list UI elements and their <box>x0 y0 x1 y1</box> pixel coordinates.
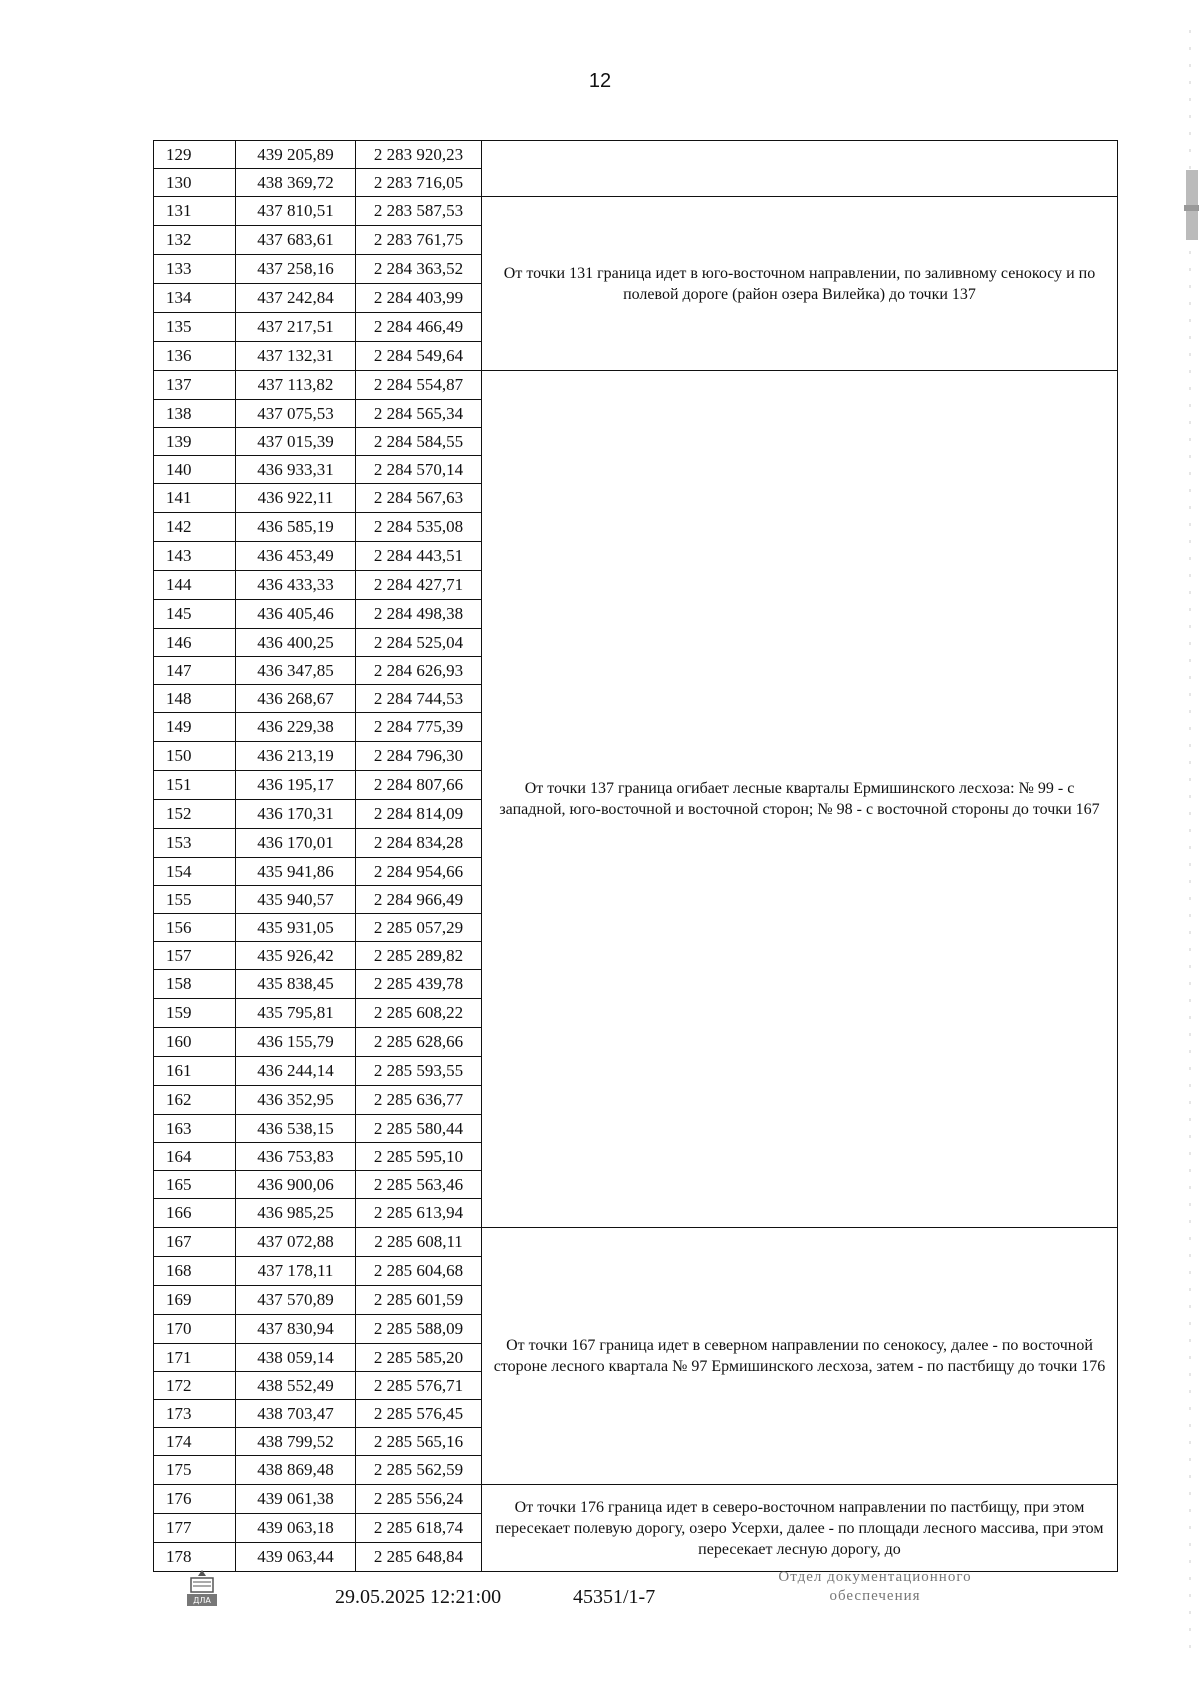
y-coordinate-cell: 2 284 570,14 <box>356 456 482 484</box>
x-coordinate-cell: 435 795,81 <box>236 999 356 1028</box>
y-coordinate-cell: 2 284 796,30 <box>356 742 482 771</box>
point-number-cell: 129 <box>154 141 236 169</box>
x-coordinate-cell: 436 244,14 <box>236 1057 356 1086</box>
x-coordinate-cell: 436 170,01 <box>236 829 356 858</box>
point-number-cell: 172 <box>154 1372 236 1400</box>
point-number-cell: 143 <box>154 542 236 571</box>
x-coordinate-cell: 435 931,05 <box>236 914 356 942</box>
y-coordinate-cell: 2 284 954,66 <box>356 858 482 886</box>
point-number-cell: 160 <box>154 1028 236 1057</box>
point-number-cell: 170 <box>154 1315 236 1344</box>
point-number-cell: 135 <box>154 313 236 342</box>
table-row <box>154 371 1118 400</box>
x-coordinate-cell: 436 900,06 <box>236 1171 356 1199</box>
y-coordinate-cell: 2 285 556,24 <box>356 1485 482 1514</box>
y-coordinate-cell: 2 284 549,64 <box>356 342 482 371</box>
point-number-cell: 169 <box>154 1286 236 1315</box>
y-coordinate-cell: 2 284 443,51 <box>356 542 482 571</box>
point-number-cell: 174 <box>154 1428 236 1456</box>
point-number-cell: 139 <box>154 428 236 456</box>
point-number-cell: 142 <box>154 513 236 542</box>
y-coordinate-cell: 2 283 920,23 <box>356 141 482 169</box>
y-coordinate-cell: 2 284 584,55 <box>356 428 482 456</box>
x-coordinate-cell: 436 433,33 <box>236 571 356 600</box>
y-coordinate-cell: 2 284 626,93 <box>356 657 482 685</box>
point-number-cell: 159 <box>154 999 236 1028</box>
x-coordinate-cell: 439 205,89 <box>236 141 356 169</box>
y-coordinate-cell: 2 284 403,99 <box>356 284 482 313</box>
registration-datetime: 29.05.2025 12:21:00 <box>335 1586 502 1608</box>
stamp-line-1: Отдел документационного <box>778 1569 972 1585</box>
table-row <box>154 1228 1118 1257</box>
boundary-description-cell: От точки 167 граница идет в северном направлении по сенокосу, далее - по восточной стороне лесного квартала № 97 Ермишинского лесхоза, затем - по пастбищу до точки 176 <box>482 1228 1118 1485</box>
point-number-cell: 164 <box>154 1143 236 1171</box>
point-number-cell: 137 <box>154 371 236 400</box>
boundary-description-cell: От точки 137 граница огибает лесные кварталы Ермишинского лесхоза: № 99 - с западной, юго-восточной и восточной сторон; № 98 - с восточной стороны до точки 167 <box>482 371 1118 1228</box>
y-coordinate-cell: 2 284 427,71 <box>356 571 482 600</box>
x-coordinate-cell: 435 940,57 <box>236 886 356 914</box>
point-number-cell: 157 <box>154 942 236 970</box>
point-number-cell: 177 <box>154 1514 236 1543</box>
y-coordinate-cell: 2 285 576,71 <box>356 1372 482 1400</box>
point-number-cell: 165 <box>154 1171 236 1199</box>
point-number-cell: 162 <box>154 1086 236 1115</box>
y-coordinate-cell: 2 284 363,52 <box>356 255 482 284</box>
y-coordinate-cell: 2 285 601,59 <box>356 1286 482 1315</box>
y-coordinate-cell: 2 285 565,16 <box>356 1428 482 1456</box>
x-coordinate-cell: 439 061,38 <box>236 1485 356 1514</box>
point-number-cell: 136 <box>154 342 236 371</box>
x-coordinate-cell: 436 985,25 <box>236 1199 356 1228</box>
point-number-cell: 130 <box>154 169 236 197</box>
x-coordinate-cell: 436 268,67 <box>236 685 356 713</box>
x-coordinate-cell: 438 369,72 <box>236 169 356 197</box>
point-number-cell: 178 <box>154 1543 236 1572</box>
x-coordinate-cell: 438 703,47 <box>236 1400 356 1428</box>
logo-text: ДЛА <box>193 1596 211 1605</box>
x-coordinate-cell: 436 538,15 <box>236 1115 356 1143</box>
boundary-coordinates-table <box>153 140 1118 1572</box>
x-coordinate-cell: 435 941,86 <box>236 858 356 886</box>
table-row <box>154 141 1118 169</box>
x-coordinate-cell: 435 838,45 <box>236 970 356 999</box>
y-coordinate-cell: 2 283 761,75 <box>356 226 482 255</box>
x-coordinate-cell: 436 347,85 <box>236 657 356 685</box>
point-number-cell: 149 <box>154 713 236 742</box>
x-coordinate-cell: 435 926,42 <box>236 942 356 970</box>
point-number-cell: 171 <box>154 1344 236 1372</box>
x-coordinate-cell: 437 072,88 <box>236 1228 356 1257</box>
x-coordinate-cell: 436 933,31 <box>236 456 356 484</box>
point-number-cell: 134 <box>154 284 236 313</box>
point-number-cell: 150 <box>154 742 236 771</box>
x-coordinate-cell: 437 830,94 <box>236 1315 356 1344</box>
point-number-cell: 158 <box>154 970 236 999</box>
y-coordinate-cell: 2 284 567,63 <box>356 484 482 513</box>
x-coordinate-cell: 438 552,49 <box>236 1372 356 1400</box>
point-number-cell: 175 <box>154 1456 236 1485</box>
page-number: 12 <box>588 70 612 92</box>
organization-logo <box>185 1568 219 1612</box>
point-number-cell: 141 <box>154 484 236 513</box>
x-coordinate-cell: 438 059,14 <box>236 1344 356 1372</box>
point-number-cell: 140 <box>154 456 236 484</box>
x-coordinate-cell: 438 869,48 <box>236 1456 356 1485</box>
x-coordinate-cell: 438 799,52 <box>236 1428 356 1456</box>
x-coordinate-cell: 437 242,84 <box>236 284 356 313</box>
document-number: 45351/1-7 <box>573 1586 656 1608</box>
x-coordinate-cell: 436 585,19 <box>236 513 356 542</box>
y-coordinate-cell: 2 283 716,05 <box>356 169 482 197</box>
x-coordinate-cell: 437 570,89 <box>236 1286 356 1315</box>
point-number-cell: 147 <box>154 657 236 685</box>
y-coordinate-cell: 2 285 613,94 <box>356 1199 482 1228</box>
point-number-cell: 155 <box>154 886 236 914</box>
y-coordinate-cell: 2 284 554,87 <box>356 371 482 400</box>
x-coordinate-cell: 437 075,53 <box>236 400 356 428</box>
point-number-cell: 154 <box>154 858 236 886</box>
y-coordinate-cell: 2 285 585,20 <box>356 1344 482 1372</box>
point-number-cell: 156 <box>154 914 236 942</box>
x-coordinate-cell: 436 213,19 <box>236 742 356 771</box>
point-number-cell: 152 <box>154 800 236 829</box>
x-coordinate-cell: 436 155,79 <box>236 1028 356 1057</box>
point-number-cell: 153 <box>154 829 236 858</box>
point-number-cell: 144 <box>154 571 236 600</box>
y-coordinate-cell: 2 284 775,39 <box>356 713 482 742</box>
y-coordinate-cell: 2 284 466,49 <box>356 313 482 342</box>
scan-edge-marks <box>1180 0 1200 1695</box>
stamp-line-2: обеспечения <box>829 1588 921 1604</box>
y-coordinate-cell: 2 285 439,78 <box>356 970 482 999</box>
y-coordinate-cell: 2 285 636,77 <box>356 1086 482 1115</box>
x-coordinate-cell: 437 015,39 <box>236 428 356 456</box>
point-number-cell: 168 <box>154 1257 236 1286</box>
department-stamp <box>715 1568 1035 1606</box>
x-coordinate-cell: 437 113,82 <box>236 371 356 400</box>
y-coordinate-cell: 2 285 595,10 <box>356 1143 482 1171</box>
table-row <box>154 197 1118 226</box>
y-coordinate-cell: 2 285 593,55 <box>356 1057 482 1086</box>
table-row <box>154 1485 1118 1514</box>
y-coordinate-cell: 2 285 057,29 <box>356 914 482 942</box>
y-coordinate-cell: 2 285 604,68 <box>356 1257 482 1286</box>
point-number-cell: 131 <box>154 197 236 226</box>
x-coordinate-cell: 437 178,11 <box>236 1257 356 1286</box>
x-coordinate-cell: 439 063,18 <box>236 1514 356 1543</box>
y-coordinate-cell: 2 285 580,44 <box>356 1115 482 1143</box>
x-coordinate-cell: 437 810,51 <box>236 197 356 226</box>
y-coordinate-cell: 2 284 565,34 <box>356 400 482 428</box>
boundary-description-cell <box>482 141 1118 197</box>
point-number-cell: 133 <box>154 255 236 284</box>
x-coordinate-cell: 437 132,31 <box>236 342 356 371</box>
y-coordinate-cell: 2 284 498,38 <box>356 600 482 629</box>
x-coordinate-cell: 437 217,51 <box>236 313 356 342</box>
x-coordinate-cell: 436 405,46 <box>236 600 356 629</box>
point-number-cell: 166 <box>154 1199 236 1228</box>
y-coordinate-cell: 2 284 807,66 <box>356 771 482 800</box>
point-number-cell: 161 <box>154 1057 236 1086</box>
y-coordinate-cell: 2 285 628,66 <box>356 1028 482 1057</box>
x-coordinate-cell: 436 170,31 <box>236 800 356 829</box>
y-coordinate-cell: 2 285 562,59 <box>356 1456 482 1485</box>
x-coordinate-cell: 436 922,11 <box>236 484 356 513</box>
x-coordinate-cell: 436 753,83 <box>236 1143 356 1171</box>
point-number-cell: 146 <box>154 629 236 657</box>
x-coordinate-cell: 439 063,44 <box>236 1543 356 1572</box>
point-number-cell: 132 <box>154 226 236 255</box>
point-number-cell: 138 <box>154 400 236 428</box>
y-coordinate-cell: 2 284 834,28 <box>356 829 482 858</box>
x-coordinate-cell: 436 195,17 <box>236 771 356 800</box>
point-number-cell: 167 <box>154 1228 236 1257</box>
y-coordinate-cell: 2 284 966,49 <box>356 886 482 914</box>
boundary-description-cell: От точки 176 граница идет в северо-восточном направлении по пастбищу, при этом пересекает полевую дорогу, озеро Усерхи, далее - по площади лесного массива, при этом пересекает лесную дорогу, до <box>482 1485 1118 1572</box>
y-coordinate-cell: 2 285 563,46 <box>356 1171 482 1199</box>
y-coordinate-cell: 2 285 576,45 <box>356 1400 482 1428</box>
point-number-cell: 176 <box>154 1485 236 1514</box>
x-coordinate-cell: 437 683,61 <box>236 226 356 255</box>
y-coordinate-cell: 2 284 814,09 <box>356 800 482 829</box>
x-coordinate-cell: 437 258,16 <box>236 255 356 284</box>
y-coordinate-cell: 2 285 608,22 <box>356 999 482 1028</box>
y-coordinate-cell: 2 285 608,11 <box>356 1228 482 1257</box>
y-coordinate-cell: 2 284 744,53 <box>356 685 482 713</box>
y-coordinate-cell: 2 285 648,84 <box>356 1543 482 1572</box>
point-number-cell: 148 <box>154 685 236 713</box>
point-number-cell: 151 <box>154 771 236 800</box>
x-coordinate-cell: 436 352,95 <box>236 1086 356 1115</box>
point-number-cell: 145 <box>154 600 236 629</box>
x-coordinate-cell: 436 229,38 <box>236 713 356 742</box>
point-number-cell: 173 <box>154 1400 236 1428</box>
x-coordinate-cell: 436 453,49 <box>236 542 356 571</box>
x-coordinate-cell: 436 400,25 <box>236 629 356 657</box>
y-coordinate-cell: 2 284 525,04 <box>356 629 482 657</box>
y-coordinate-cell: 2 284 535,08 <box>356 513 482 542</box>
y-coordinate-cell: 2 283 587,53 <box>356 197 482 226</box>
y-coordinate-cell: 2 285 618,74 <box>356 1514 482 1543</box>
y-coordinate-cell: 2 285 588,09 <box>356 1315 482 1344</box>
point-number-cell: 163 <box>154 1115 236 1143</box>
y-coordinate-cell: 2 285 289,82 <box>356 942 482 970</box>
boundary-description-cell: От точки 131 граница идет в юго-восточном направлении, по заливному сенокосу и по полевой дороге (район озера Вилейка) до точки 137 <box>482 197 1118 371</box>
